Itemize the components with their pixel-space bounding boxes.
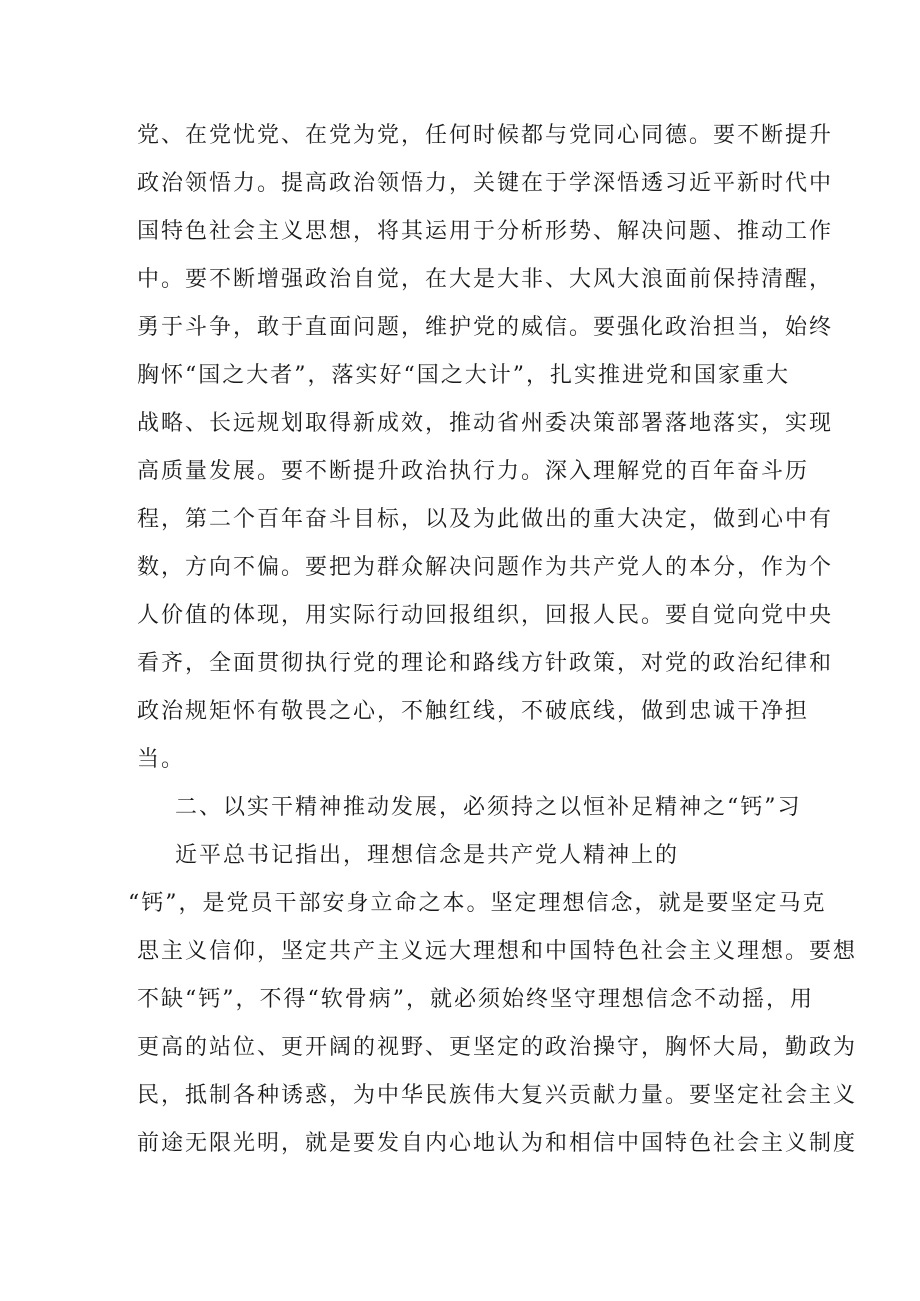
text-line: 中。要不断增强政治自觉，在大是大非、大风大浪面前保持清醒， xyxy=(137,267,834,292)
text-line: 勇于斗争，敢于直面问题，维护党的威信。要强化政治担当，始终 xyxy=(137,315,834,340)
text-line: 不缺“钙”，不得“软骨病”，就必须始终坚守理想信念不动摇，用 xyxy=(137,987,814,1012)
text-line: 程，第二个百年奋斗目标，以及为此做出的重大决定，做到心中有 xyxy=(137,507,834,532)
text-line: 更高的站位、更开阔的视野、更坚定的政治操守，胸怀大局，勤政为 xyxy=(137,1035,858,1060)
text-line: 胸怀“国之大者”，落实好“国之大计”，扎实推进党和国家重大 xyxy=(137,363,790,388)
text-line: 民，抵制各种诱惑，为中华民族伟大复兴贡献力量。要坚定社会主义 xyxy=(137,1083,858,1108)
text-line: 当。 xyxy=(137,747,186,772)
text-line: 国特色社会主义思想，将其运用于分析形势、解决问题、推动工作 xyxy=(137,219,834,244)
text-line: 政治规矩怀有敬畏之心，不触红线，不破底线，做到忠诚干净担 xyxy=(137,699,810,724)
text-line: “钙”，是党员干部安身立命之本。坚定理想信念，就是要坚定马克 xyxy=(128,891,827,916)
text-line: 近平总书记指出，理想信念是共产党人精神上的 xyxy=(175,843,680,868)
text-line: 前途无限光明，就是要发自内心地认为和相信中国特色社会主义制度 xyxy=(137,1131,858,1156)
section-heading: 二、以实干精神推动发展，必须持之以恒补足精神之“钙”习 xyxy=(175,795,802,820)
text-line: 看齐，全面贯彻执行党的理论和路线方针政策，对党的政治纪律和 xyxy=(137,651,834,676)
text-line: 思主义信仰，坚定共产主义远大理想和中国特色社会主义理想。要想 xyxy=(137,939,858,964)
text-line: 人价值的体现，用实际行动回报组织，回报人民。要自觉向党中央 xyxy=(137,603,834,628)
text-line: 数，方向不偏。要把为群众解决问题作为共产党人的本分，作为个 xyxy=(137,555,834,580)
text-line: 党、在党忧党、在党为党，任何时候都与党同心同德。要不断提升 xyxy=(137,123,834,148)
text-line: 战略、长远规划取得新成效，推动省州委决策部署落地落实，实现 xyxy=(137,411,834,436)
text-line: 高质量发展。要不断提升政治执行力。深入理解党的百年奋斗历 xyxy=(137,459,810,484)
text-line: 政治领悟力。提高政治领悟力，关键在于学深悟透习近平新时代中 xyxy=(137,171,834,196)
